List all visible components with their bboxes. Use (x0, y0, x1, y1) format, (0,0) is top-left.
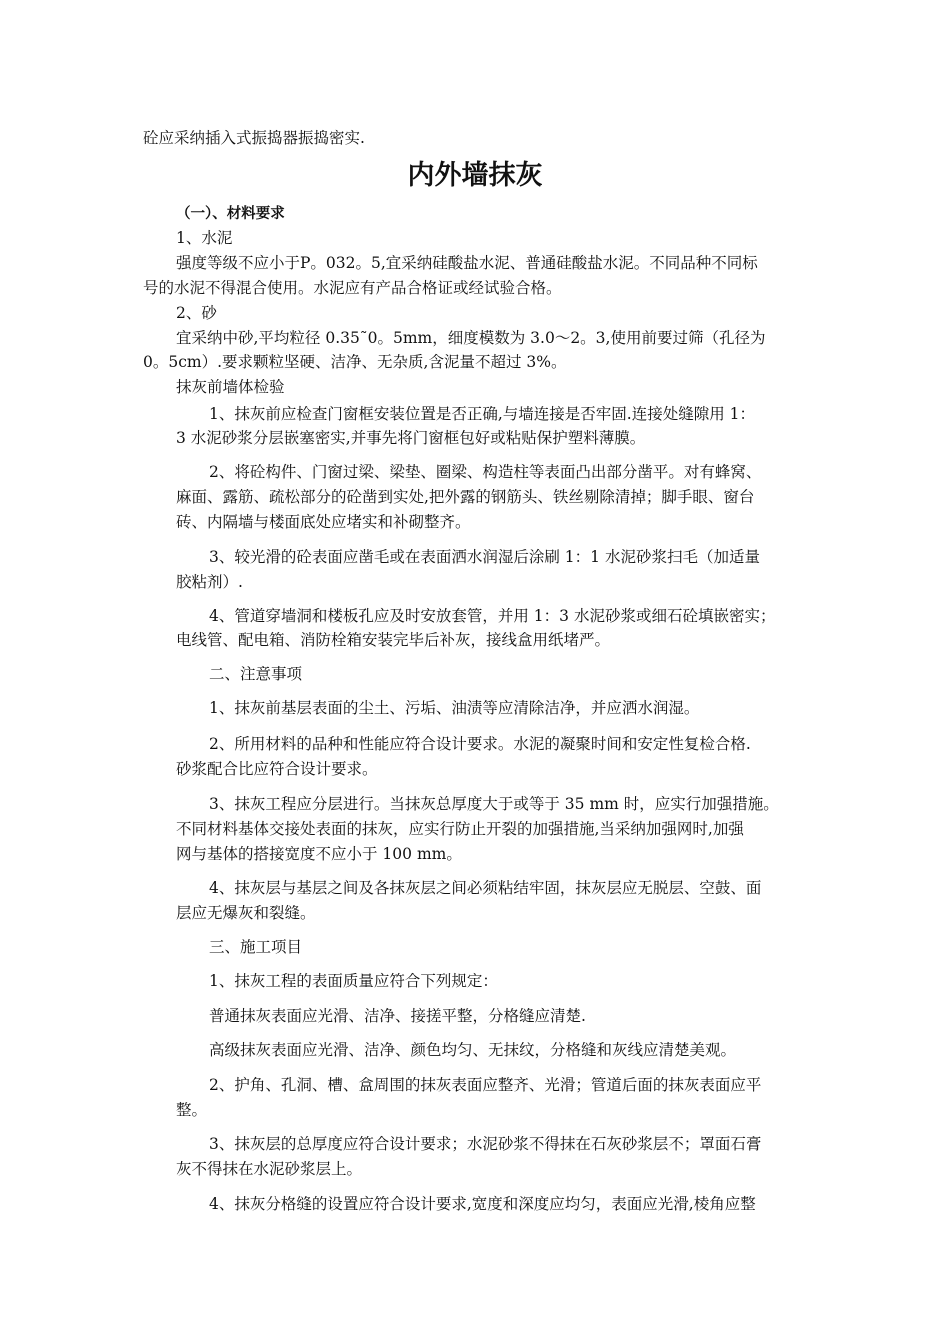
inspect-item-line: 3、较光滑的砼表面应凿毛或在表面洒水润湿后涂刷 1：1 水泥砂浆扫毛（加适量 (209, 548, 760, 566)
notes-item-line: 网与基体的搭接宽度不应小于 100 mm。 (176, 845, 462, 863)
notes-item-line: 1、抹灰前基层表面的尘土、污垢、油渍等应清除洁净，并应洒水润湿。 (209, 699, 700, 717)
inspect-item-line: 麻面、露筋、疏松部分的砼凿到实处,把外露的钢筋头、铁丝剔除清掉；脚手眼、窗台 (176, 488, 755, 506)
inspect-item-line: 1、抹灰前应检查门窗框安装位置是否正确,与墙连接是否牢固.连接处缝隙用 1： (209, 405, 756, 423)
inspect-item-line: 3 水泥砂浆分层嵌塞密实,并事先将门窗框包好或粘贴保护塑料薄膜。 (176, 429, 646, 447)
work-item-line: 整。 (176, 1101, 208, 1119)
page-title: 内外墙抹灰 (407, 160, 543, 191)
work-item-line: 3、抹灰层的总厚度应符合设计要求；水泥砂浆不得抹在石灰砂浆层不；罩面石膏 (209, 1135, 762, 1153)
sand-heading: 2、砂 (176, 304, 217, 322)
inspect-item-line: 4、管道穿墙洞和楼板孔应及时安放套管，并用 1：3 水泥砂浆或细石砼填嵌密实； (209, 607, 776, 625)
notes-item-line: 不同材料基体交接处表面的抹灰，应实行防止开裂的加强措施,当采纳加强网时,加强 (176, 820, 744, 838)
notes-item-line: 3、抹灰工程应分层进行。当抹灰总厚度大于或等于 35 mm 时，应实行加强措施。 (209, 795, 779, 813)
cement-heading: 1、水泥 (176, 229, 233, 247)
top-line: 砼应采纳插入式振捣器振捣密实. (143, 129, 365, 147)
notes-item-line: 4、抹灰层与基层之间及各抹灰层之间必须粘结牢固，抹灰层应无脱层、空鼓、面 (209, 879, 762, 897)
inspect-item-line: 2、将砼构件、门窗过梁、梁垫、圈梁、构造柱等表面凸出部分凿平。对有蜂窝、 (209, 463, 762, 481)
cement-paragraph-line: 强度等级不应小于P。032。5,宜采纳硅酸盐水泥、普通硅酸盐水泥。不同品种不同标 (176, 254, 758, 272)
work-item-line: 高级抹灰表面应光滑、洁净、颜色均匀、无抹纹，分格缝和灰线应清楚美观。 (209, 1041, 737, 1059)
work-item-line: 普通抹灰表面应光滑、洁净、接搓平整，分格缝应清楚. (209, 1007, 586, 1025)
inspect-item-line: 砖、内隔墙与楼面底处应堵实和补砌整齐。 (176, 513, 471, 531)
notes-item-line: 2、所用材料的品种和性能应符合设计要求。水泥的凝聚时间和安定性复检合格. (209, 735, 751, 753)
materials-heading: （一）、材料要求 (176, 206, 285, 222)
inspect-item-line: 胶粘剂）. (176, 573, 243, 591)
sand-paragraph-line: 0。5cm）.要求颗粒坚硬、洁净、无杂质,含泥量不超过 3%。 (143, 353, 567, 371)
sand-paragraph-line: 宜采纳中砂,平均粒径 0.35˜0。5mm，细度模数为 3.0～2。3,使用前要过筛（孔径为 (176, 329, 766, 347)
work-heading: 三、施工项目 (209, 938, 303, 956)
inspect-heading: 抹灰前墙体检验 (176, 378, 285, 396)
notes-item-line: 层应无爆灰和裂缝。 (176, 904, 316, 922)
inspect-item-line: 电线管、配电箱、消防栓箱安装完毕后补灰，接线盒用纸堵严。 (176, 631, 611, 649)
notes-heading: 二、注意事项 (209, 665, 303, 683)
notes-item-line: 砂浆配合比应符合设计要求。 (176, 760, 378, 778)
work-item-line: 灰不得抹在水泥砂浆层上。 (176, 1160, 363, 1178)
work-item-line: 1、抹灰工程的表面质量应符合下列规定： (209, 972, 498, 990)
work-item-line: 2、护角、孔洞、槽、盒周围的抹灰表面应整齐、光滑；管道后面的抹灰表面应平 (209, 1076, 762, 1094)
work-item-line: 4、抹灰分格缝的设置应符合设计要求,宽度和深度应均匀，表面应光滑,棱角应整 (209, 1195, 756, 1213)
cement-paragraph-line: 号的水泥不得混合使用。水泥应有产品合格证或经试验合格。 (143, 279, 562, 297)
